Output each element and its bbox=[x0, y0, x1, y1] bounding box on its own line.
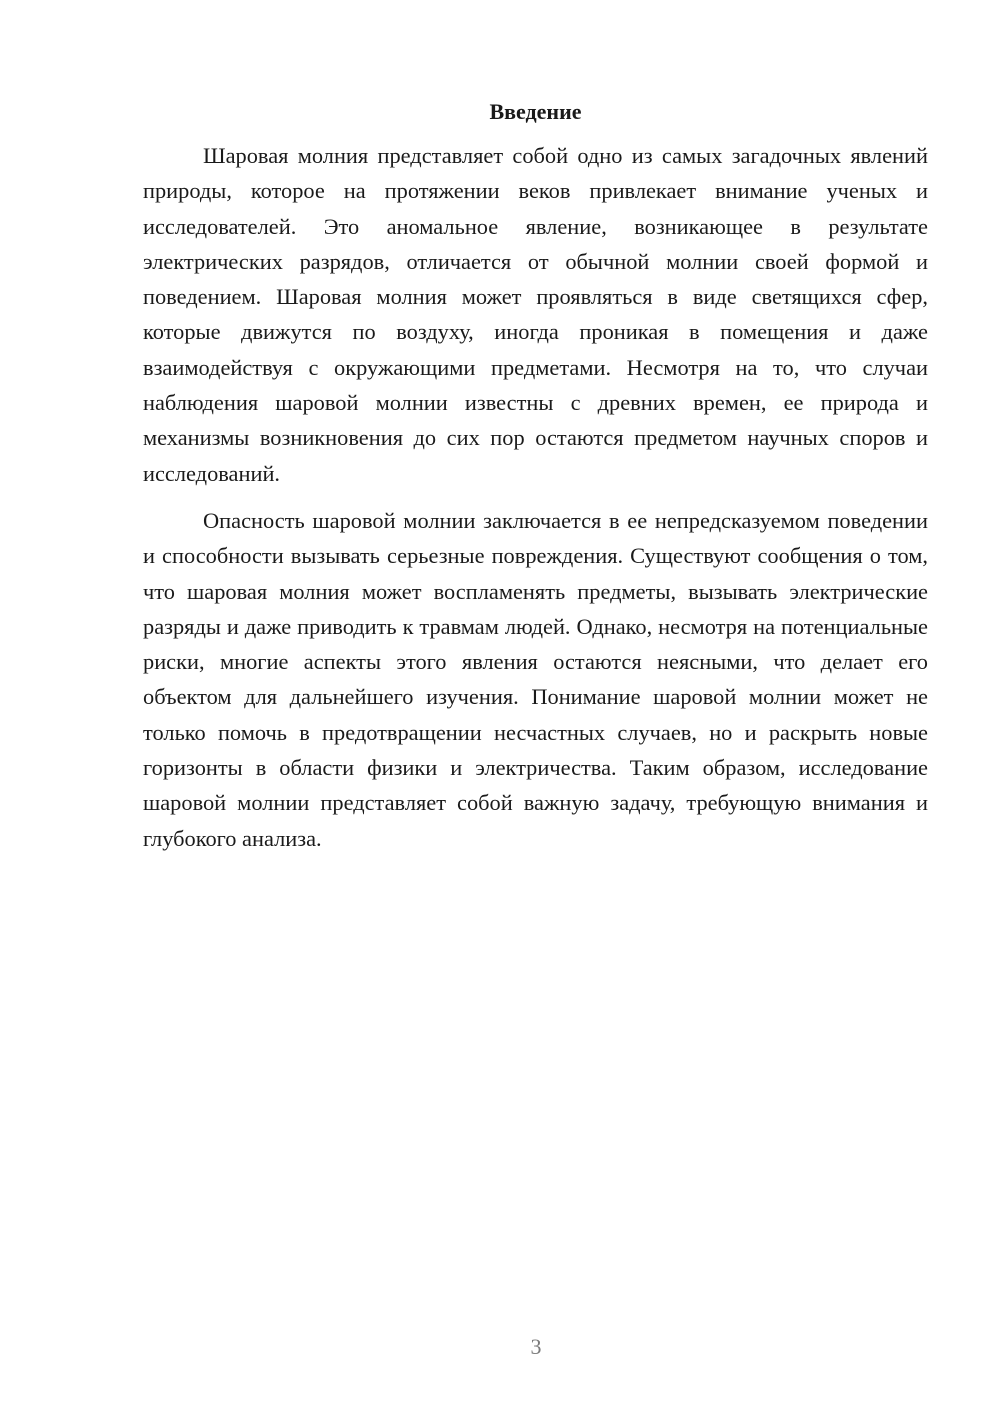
page-number: 3 bbox=[530, 1334, 542, 1359]
section-heading: Введение bbox=[489, 99, 582, 124]
paragraph-2: Опасность шаровой молнии заключается в ее непредсказуемом поведении и способности вызывать серьезные повреждения. Существуют сообщения о том, что шаровая молния может воспламенять предметы, вызывать электрические разряды и даже приводить к травмам людей. Однако, несмотря на потенциальные риски, многие аспекты этого явления остаются неясными, что делает его объектом для дальнейшего изучения. Понимание шаровой молнии может не только помочь в предотвращении несчастных случаев, но и раскрыть новые горизонты в области физики и электричества. Таким образом, исследование шаровой молнии представляет собой важную задачу, требующую внимания и глубокого анализа. bbox=[143, 507, 928, 851]
page-content bbox=[143, 96, 928, 856]
paragraph-1: Шаровая молния представляет собой одно из самых загадочных явлений природы, которое на протяжении веков привлекает внимание ученых и исследователей. Это аномальное явление, возникающее в результате электрических разрядов, отличается от обычной молнии своей формой и поведением. Шаровая молния может проявляться в виде светящихся сфер, которые движутся по воздуху, иногда проникая в помещения и даже взаимодействуя с окружающими предметами. Несмотря на то, что случаи наблюдения шаровой молнии известны с древних времен, ее природа и механизмы возникновения до сих пор остаются предметом научных споров и исследований. bbox=[143, 143, 928, 486]
